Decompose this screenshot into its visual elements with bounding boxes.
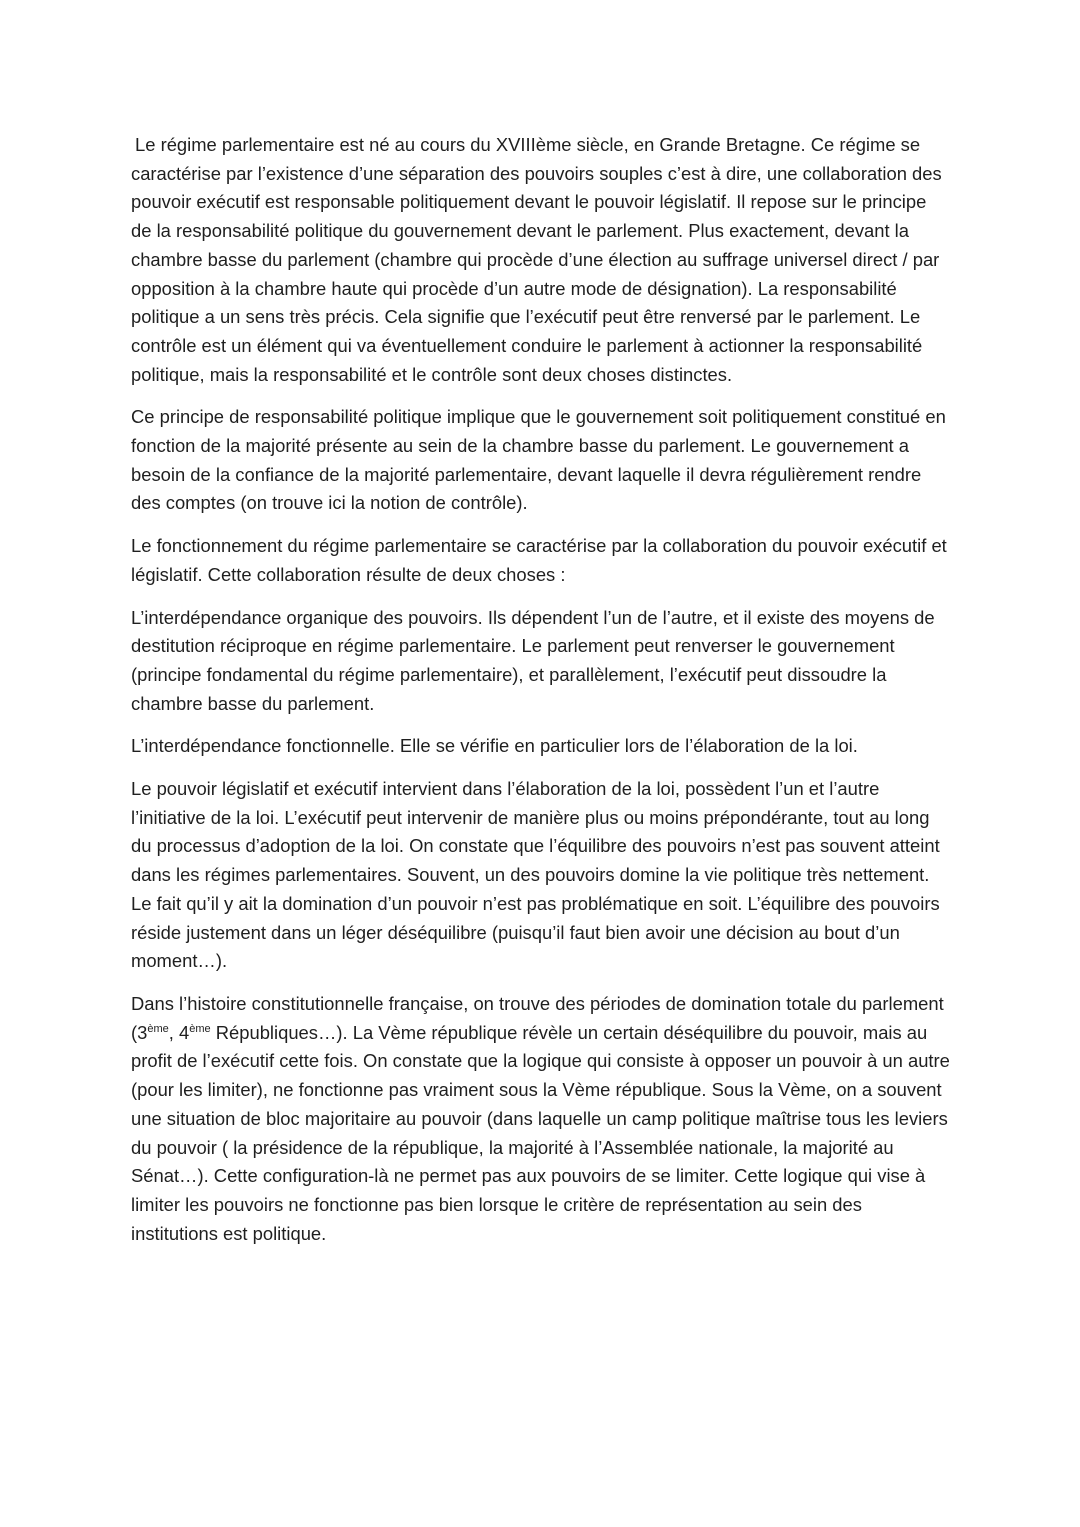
paragraph-french-history [131, 990, 951, 1248]
paragraph-functional-interdependence: L’interdépendance fonctionnelle. Elle se vérifie en particulier lors de l’élaboration de la loi. [131, 735, 858, 757]
history-text-part3: Républiques…). La Vème république révèle un certain déséquilibre du pouvoir, mais au profit de l’exécutif cette fois. On constate que la logique qui consiste à opposer un pouvoir à un autre (pour les limiter), ne fonctionne pas vraiment sous la Vème république. Sous la Vème, on a souvent une situation de bloc majoritaire au pouvoir (dans laquelle un camp politique maîtrise tous les leviers du pouvoir ( la présidence de la république, la majorité à l’Assemblée nationale, la majorité au Sénat…). Cette configuration-là ne permet pas aux pouvoirs de se limiter. Cette logique qui vise à limiter les pouvoirs ne fonctionne pas bien lorsque le critère de représentation au sein des institutions est politique. [131, 1021, 950, 1244]
document-page [131, 131, 951, 1262]
paragraph-collaboration: Le fonctionnement du régime parlementaire se caractérise par la collaboration du pouvoir exécutif et législatif. Cette collaboration résulte de deux choses : [131, 535, 947, 585]
superscript-4eme: ème [189, 1022, 211, 1035]
paragraph-regime-origin: Le régime parlementaire est né au cours du XVIIIème siècle, en Grande Bretagne. Ce régime se caractérise par l’existence d’une séparation des pouvoirs souples c’est à dire, une collaboration des pouvoir exécutif est responsable politiquement devant le pouvoir législatif. Il repose sur le principe de la responsabilité politique du gouvernement devant le parlement. Plus exactement, devant la chambre basse du parlement (chambre qui procède d’une élection au suffrage universel direct / par opposition à la chambre haute qui procède d’un autre mode de désignation). La responsabilité politique a un sens très précis. Cela signifie que l’exécutif peut être renversé par le parlement. Le contrôle est un élément qui va éventuellement conduire le parlement à actionner la responsabilité politique, mais la responsabilité et le contrôle sont deux choses distinctes. [131, 134, 942, 385]
history-text-part1: Dans l’histoire constitutionnelle française, on trouve des périodes de domination totale du parlement (3 [131, 992, 944, 1043]
history-text-part2: , 4 [168, 1021, 190, 1043]
superscript-3eme: ème [147, 1022, 169, 1035]
paragraph-political-responsibility: Ce principe de responsabilité politique implique que le gouvernement soit politiquement constitué en fonction de la majorité présente au sein de la chambre basse du parlement. Le gouvernement a besoin de la confiance de la majorité parlementaire, devant laquelle il devra régulièrement rendre des comptes (on trouve ici la notion de contrôle). [131, 406, 946, 514]
paragraph-organic-interdependence: L’interdépendance organique des pouvoirs. Ils dépendent l’un de l’autre, et il existe des moyens de destitution réciproque en régime parlementaire. Le parlement peut renverser le gouvernement (principe fondamental du régime parlementaire), et parallèlement, l’exécutif peut dissoudre la chambre basse du parlement. [131, 606, 935, 714]
paragraph-legislative-process: Le pouvoir législatif et exécutif intervient dans l’élaboration de la loi, possèdent l’un et l’autre l’initiative de la loi. L’exécutif peut intervenir de manière plus ou moins prépondérante, tout au long du processus d’adoption de la loi. On constate que l’équilibre des pouvoirs n’est pas souvent atteint dans les régimes parlementaires. Souvent, un des pouvoirs domine la vie politique très nettement. Le fait qu’il y ait la domination d’un pouvoir n’est pas problématique en soit. L’équilibre des pouvoirs réside justement dans un léger déséquilibre (puisqu’il faut bien avoir une décision au bout d’un moment…). [131, 778, 940, 972]
